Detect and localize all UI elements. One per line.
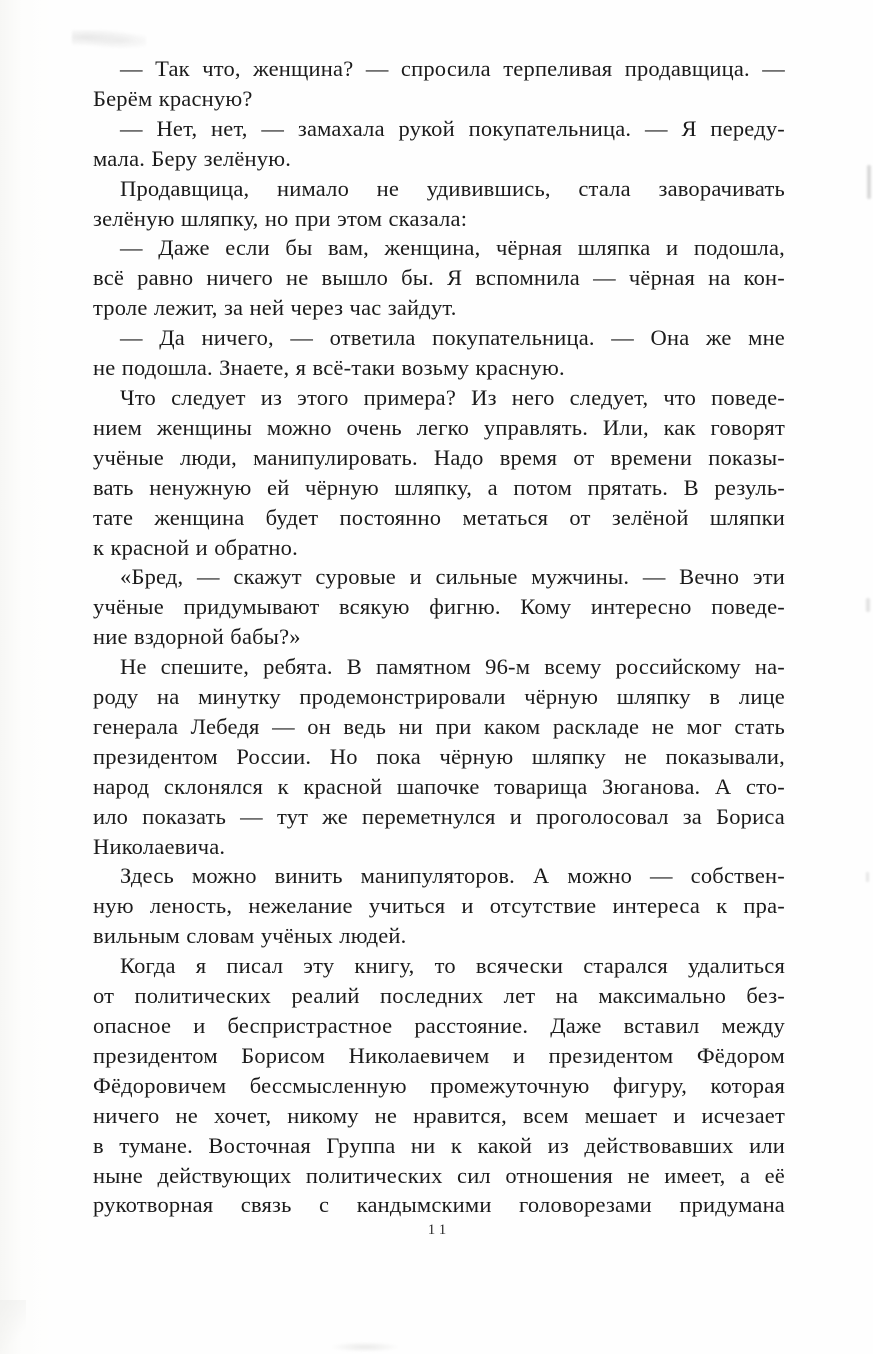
paragraph bbox=[93, 861, 785, 951]
text-block bbox=[93, 54, 785, 1220]
paragraph bbox=[93, 652, 785, 861]
paragraph bbox=[93, 323, 785, 383]
scan-edge-mark-artifact bbox=[867, 165, 871, 199]
text-line: ныне действующих политических сил отношения не имеет, а её bbox=[93, 1162, 785, 1188]
text-line: президентом России. Но пока чёрную шляпку не показывали, bbox=[93, 743, 785, 769]
text-line: к красной и обратно. bbox=[93, 534, 298, 560]
text-line: — Так что, женщина? — спросила терпеливая продавщица. — bbox=[120, 56, 785, 81]
text-line: ную леность, нежелание учиться и отсутствие интереса к пра- bbox=[93, 893, 785, 919]
paragraph bbox=[93, 54, 785, 114]
scan-smudge-artifact bbox=[330, 1342, 400, 1352]
text-line: Здесь можно винить манипуляторов. А можно — собствен- bbox=[120, 863, 785, 889]
paragraph bbox=[93, 233, 785, 323]
paragraph bbox=[93, 562, 785, 652]
text-line: учёные придумывают всякую фигню. Кому интересно поведе- bbox=[93, 594, 785, 620]
text-line: учёные люди, манипулировать. Надо время от времени показы- bbox=[93, 444, 785, 470]
text-line: троле лежит, за ней через час зайдут. bbox=[93, 295, 457, 321]
text-line: ние вздорной бабы?» bbox=[93, 624, 301, 650]
text-line: Продавщица, нимало не удивившись, стала заворачивать bbox=[120, 175, 785, 201]
text-line: президентом Борисом Николаевичем и президентом Фёдором bbox=[93, 1042, 785, 1068]
text-line: — Да ничего, — ответила покупательница. — Она же мне bbox=[120, 325, 785, 351]
text-line: ничего не хочет, никому не нравится, всем мешает и исчезает bbox=[93, 1102, 785, 1128]
text-line: опасное и беспристрастное расстояние. Даже вставил между bbox=[93, 1013, 785, 1038]
text-line: Николаевича. bbox=[93, 833, 226, 859]
paragraph bbox=[93, 951, 785, 1220]
text-line: рукотворная связь с кандымскими головорезами придумана bbox=[93, 1192, 785, 1218]
scan-edge-mark-artifact bbox=[866, 872, 869, 882]
text-line: Что следует из этого примера? Из него следует, что поведе- bbox=[120, 384, 785, 410]
paragraph bbox=[93, 174, 785, 234]
paragraph bbox=[93, 114, 785, 174]
text-line: народ склонялся к красной шапочке товарища Зюганова. А сто- bbox=[93, 773, 785, 799]
text-line: тате женщина будет постоянно метаться от зелёной шляпки bbox=[93, 504, 785, 530]
text-line: Не спешите, ребята. В памятном 96-м всему российскому на- bbox=[120, 654, 785, 680]
text-line: всё равно ничего не вышло бы. Я вспомнила — чёрная на кон- bbox=[93, 265, 785, 291]
text-line: — Нет, нет, — замахала рукой покупательница. — Я переду- bbox=[120, 115, 785, 141]
bleed-through-ghost-artifact bbox=[72, 30, 146, 48]
scan-shadow-artifact bbox=[0, 1300, 26, 1354]
text-line: «Бред, — скажут суровые и сильные мужчины. — Вечно эти bbox=[120, 564, 785, 590]
text-line: генерала Лебедя — он ведь ни при каком раскладе не мог стать bbox=[93, 713, 785, 739]
text-line: от политических реалий последних лет на максимально без- bbox=[93, 983, 785, 1009]
text-line: ило показать — тут же переметнулся и проголосовал за Бориса bbox=[93, 803, 785, 829]
text-line: вать ненужную ей чёрную шляпку, а потом прятать. В резуль- bbox=[93, 474, 785, 500]
text-line: Фёдоровичем бессмысленную промежуточную фигуру, которая bbox=[93, 1072, 785, 1098]
page-number: 11 bbox=[427, 1222, 451, 1238]
text-line: мала. Беру зелёную. bbox=[93, 145, 292, 171]
text-line: зелёную шляпку, но при этом сказала: bbox=[93, 205, 468, 231]
text-line: вильным словам учёных людей. bbox=[93, 923, 407, 949]
text-line: — Даже если бы вам, женщина, чёрная шляпка и подошла, bbox=[120, 235, 785, 261]
scan-edge-mark-artifact bbox=[866, 598, 870, 612]
text-line: Берём красную? bbox=[93, 85, 253, 111]
text-line: роду на минутку продемонстрировали чёрную шляпку в лице bbox=[93, 684, 785, 710]
text-line: Когда я писал эту книгу, то всячески старался удалиться bbox=[120, 953, 785, 979]
text-line: нием женщины можно очень легко управлять. Или, как говорят bbox=[93, 414, 785, 440]
text-line: в тумане. Восточная Группа ни к какой из действовавших или bbox=[93, 1132, 785, 1158]
text-line: не подошла. Знаете, я всё-таки возьму красную. bbox=[93, 355, 565, 381]
paragraph bbox=[93, 383, 785, 562]
